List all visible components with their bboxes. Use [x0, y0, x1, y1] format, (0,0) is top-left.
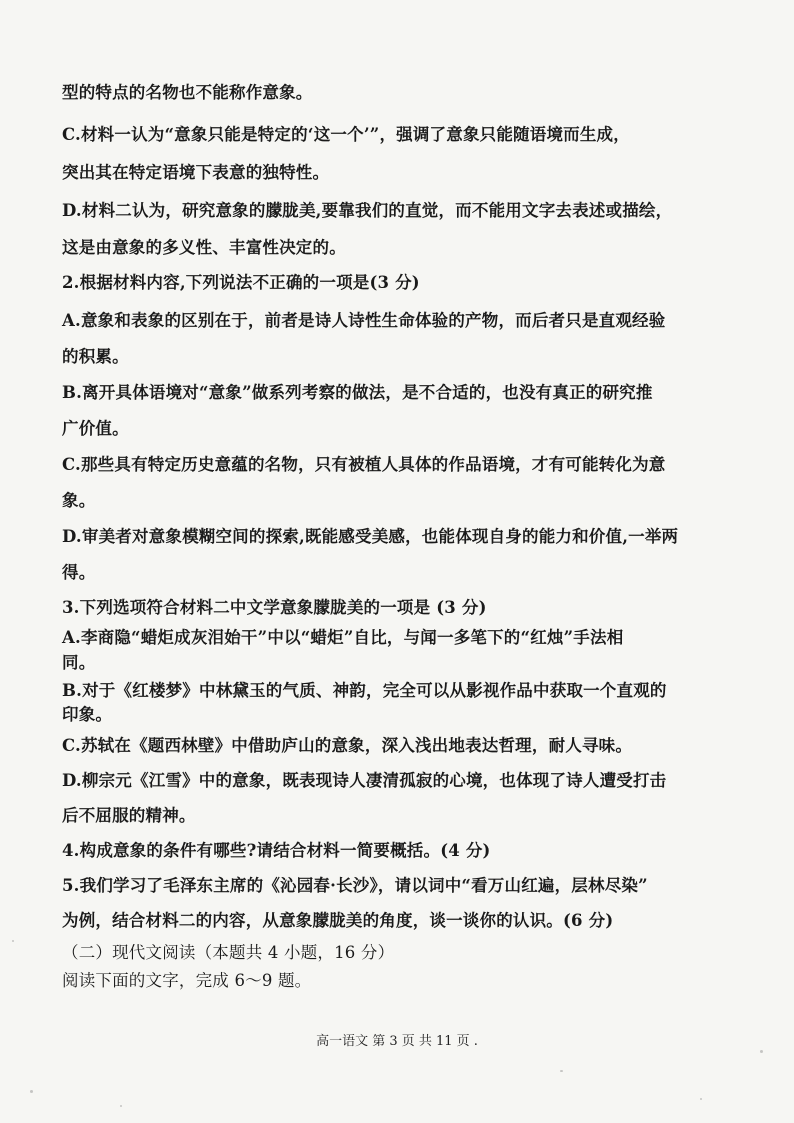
q2-option-d: D.审美者对意象模糊空间的探索,既能感受美感，也能体现自身的能力和价值,一举两 — [62, 527, 679, 546]
scan-speck — [700, 1098, 702, 1100]
question-5-cont: 为例，结合材料二的内容，从意象朦胧美的角度，谈一谈你的认识。(6 分) — [62, 911, 614, 930]
option-c-line: C.材料一认为“意象只能是特定的‘这一个’”，强调了意象只能随语境而生成， — [62, 125, 630, 144]
scan-speck — [560, 1070, 563, 1072]
question-4: 4.构成意象的条件有哪些?请结合材料一简要概括。(4 分) — [62, 841, 491, 860]
scan-speck — [30, 1090, 33, 1093]
scan-speck — [760, 1050, 763, 1053]
q2-option-b: B.离开具体语境对“意象”做系列考察的做法，是不合适的，也没有真正的研究推 — [62, 383, 653, 402]
question-2: 2.根据材料内容,下列说法不正确的一项是(3 分) — [62, 273, 420, 292]
reading-instruction: 阅读下面的文字，完成 6～9 题。 — [62, 971, 312, 990]
option-d-line-cont: 这是由意象的多义性、丰富性决定的。 — [62, 238, 346, 257]
q3-option-d: D.柳宗元《江雪》中的意象，既表现诗人凄清孤寂的心境，也体现了诗人遭受打击 — [62, 771, 667, 790]
q2-option-a-cont: 的积累。 — [62, 347, 129, 366]
text-line-1: 型的特点的名物也不能称作意象。 — [62, 83, 313, 102]
q2-option-c-cont: 象。 — [62, 491, 96, 510]
scan-speck — [12, 940, 14, 942]
q3-option-a-cont: 同。 — [62, 653, 96, 672]
page-footer: 高一语文 第 3 页 共 11 页 . — [316, 1034, 478, 1049]
q3-option-c: C.苏轼在《题西林壁》中借助庐山的意象，深入浅出地表达哲理，耐人寻味。 — [62, 736, 633, 755]
option-c-line-cont: 突出其在特定语境下表意的独特性。 — [62, 163, 330, 182]
q3-option-a: A.李商隐“蜡炬成灰泪始干”中以“蜡炬”自比，与闻一多笔下的“红烛”手法相 — [62, 628, 624, 647]
q2-option-a: A.意象和表象的区别在于，前者是诗人诗性生命体验的产物，而后者只是直观经验 — [62, 311, 666, 330]
section-heading: （二）现代文阅读（本题共 4 小题，16 分） — [62, 943, 395, 962]
q2-option-c: C.那些具有特定历史意蕴的名物，只有被植人具体的作品语境，才有可能转化为意 — [62, 455, 666, 474]
q3-option-b-cont: 印象。 — [62, 705, 113, 724]
question-5: 5.我们学习了毛泽东主席的《沁园春·长沙》，请以词中“看万山红遍，层林尽染” — [62, 876, 648, 895]
option-d-line: D.材料二认为，研究意象的朦胧美,要靠我们的直觉，而不能用文字去表述或描绘， — [62, 201, 673, 220]
q2-option-b-cont: 广价值。 — [62, 419, 129, 438]
q3-option-d-cont: 后不屈服的精神。 — [62, 806, 196, 825]
question-3: 3.下列选项符合材料二中文学意象朦胧美的一项是 (3 分) — [62, 598, 487, 617]
q3-option-b: B.对于《红楼梦》中林黛玉的气质、神韵，完全可以从影视作品中获取一个直观的 — [62, 681, 667, 700]
q2-option-d-cont: 得。 — [62, 563, 96, 582]
scan-speck — [120, 1105, 122, 1107]
